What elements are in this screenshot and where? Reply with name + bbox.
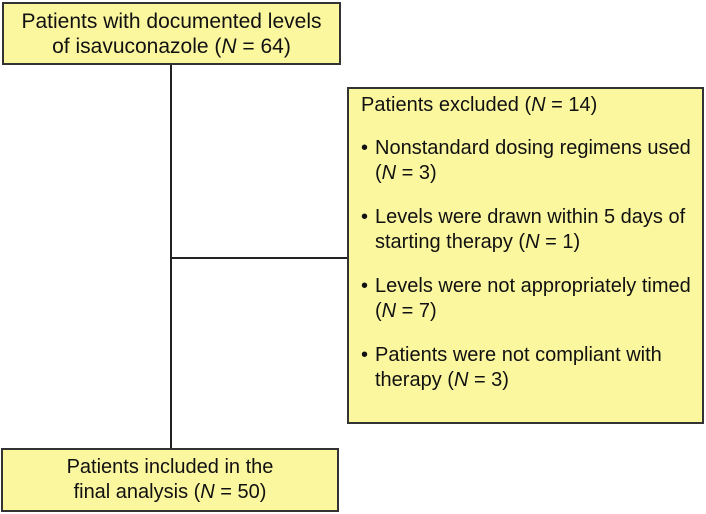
vertical-connector <box>170 64 172 448</box>
included-box <box>1 448 339 512</box>
excluded-title: Patients excluded (N = 14) <box>361 94 598 116</box>
enrolled-box <box>2 2 341 65</box>
included-line1: Patients included in the <box>66 456 274 478</box>
enrolled-line2: of isavuconazole (N = 64) <box>52 34 291 58</box>
exclusion-item: • Nonstandard dosing regimens used (N = 3) <box>361 137 691 184</box>
included-line2: final analysis (N = 50) <box>73 481 267 503</box>
enrolled-line1: Patients with documented levels <box>21 9 322 33</box>
excluded-box <box>347 87 704 424</box>
exclusion-item: • Levels were not appropriately timed (N = 7) <box>361 275 691 322</box>
exclusion-item: • Levels were drawn within 5 days of starting therapy (N = 1) <box>361 206 686 253</box>
exclusion-item: • Patients were not compliant with therapy (N = 3) <box>361 344 662 391</box>
horizontal-connector <box>170 257 347 259</box>
